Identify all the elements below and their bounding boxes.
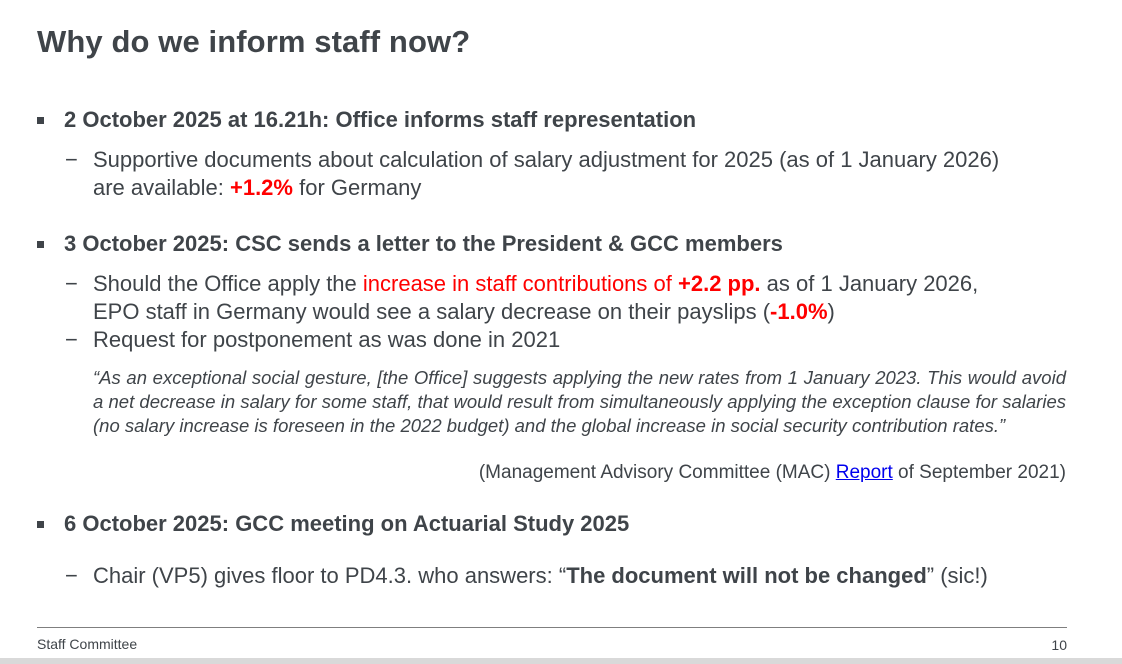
slide-title: Why do we inform staff now? — [37, 24, 471, 59]
footer-label: Staff Committee — [37, 636, 138, 652]
quote-block: “As an exceptional social gesture, [the Office] suggests applying the new rates from 1 January 2023. This would avoid a net decrease in salary for some staff, that would result from simultaneously applying the exception clause for salaries (no salary increase is foreseen in the 2022 budget) and the global increase in social security contribution rates.” — [93, 367, 1066, 436]
dash-icon: − — [65, 147, 78, 172]
dash-icon: − — [65, 271, 78, 296]
bullet-square-icon — [37, 241, 44, 248]
report-link[interactable]: Report — [835, 462, 893, 483]
dash-icon: − — [65, 563, 78, 588]
page-number: 10 — [1051, 637, 1067, 653]
bullet-square-icon — [37, 521, 44, 528]
salary-decrease-value: -1.0% — [770, 299, 828, 324]
sub-text: Should the Office apply the increase in staff contributions of +2.2 pp. as of 1 January 2026, EPO staff in Germany would see a salary decrease on their payslips (-1.0%) — [93, 271, 979, 324]
salary-adjustment-value: +1.2% — [229, 175, 293, 200]
bullet-square-icon — [37, 117, 44, 124]
bullet-heading: 3 October 2025: CSC sends a letter to the President & GCC members — [64, 231, 783, 256]
contribution-increase-value: +2.2 pp. — [678, 271, 761, 296]
dash-icon: − — [65, 327, 78, 352]
quote-source: (Management Advisory Committee (MAC) Report of September 2021) — [478, 462, 1066, 483]
sub-text: Chair (VP5) gives floor to PD4.3. who answers: “The document will not be changed” (sic!) — [93, 563, 988, 588]
bottom-strip — [0, 658, 1122, 664]
sub-text: Supportive documents about calculation of salary adjustment for 2025 (as of 1 January 2026) are available: +1.2% for Germany — [93, 147, 1000, 200]
footer-divider — [37, 627, 1067, 628]
quoted-answer: The document will not be changed — [566, 563, 927, 588]
bullet-heading: 2 October 2025 at 16.21h: Office informs staff representation — [64, 107, 697, 132]
bullet-heading: 6 October 2025: GCC meeting on Actuarial Study 2025 — [64, 511, 630, 536]
sub-text: Request for postponement as was done in 2021 — [93, 327, 561, 352]
